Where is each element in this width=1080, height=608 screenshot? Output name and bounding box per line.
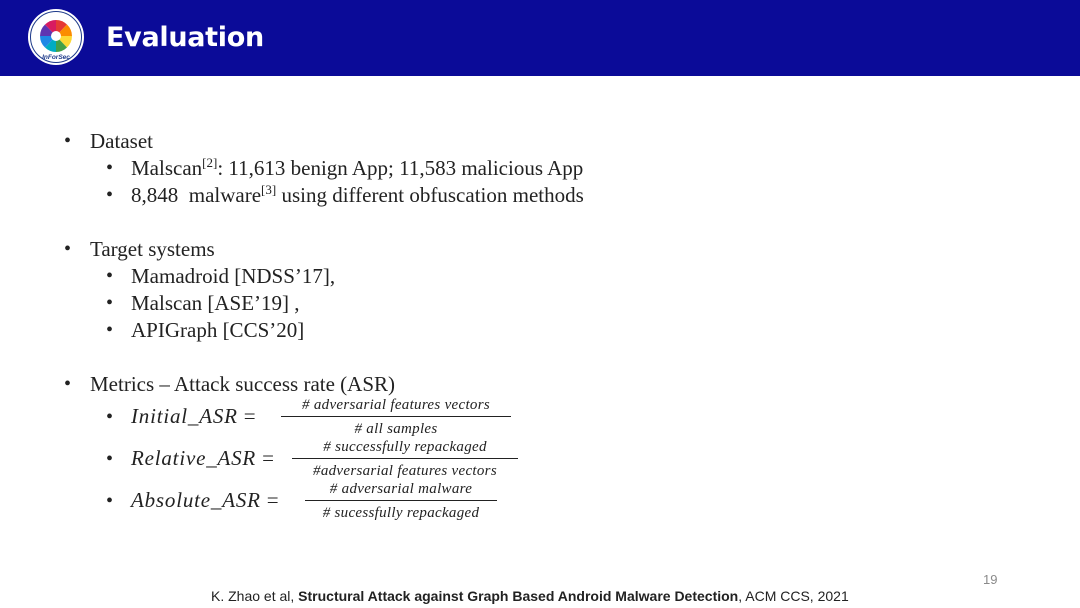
target-item-malscan: Malscan [ASE’19] , — [131, 291, 300, 315]
fraction-denominator: #adversarial features vectors — [313, 463, 497, 480]
svg-text:InForSec: InForSec — [42, 54, 70, 61]
bullet-dot: • — [64, 130, 72, 152]
fraction-bar — [281, 416, 511, 417]
fraction-numerator: # adversarial features vectors — [302, 397, 490, 413]
formula-initial-asr-label: Initial_ASR = — [131, 404, 257, 428]
fraction-denominator: # sucessfully repackaged — [322, 505, 480, 522]
bullet-dot: • — [64, 373, 72, 395]
formula-initial-asr-fraction — [281, 398, 511, 437]
footer-paper-title: Structural Attack against Graph Based Android Malware Detection — [298, 588, 739, 604]
target-item-mamadroid: Mamadroid [NDSS’17], — [131, 264, 336, 288]
fraction-numerator: # successfully repackaged — [323, 439, 487, 455]
formula-absolute-asr-fraction — [305, 482, 497, 521]
target-heading: Target systems — [90, 237, 215, 261]
bullet-dot: • — [106, 157, 114, 179]
dataset-item-malscan: Malscan[2]: 11,613 benign App; 11,583 malicious App — [131, 155, 584, 180]
inforsec-logo-icon — [27, 8, 85, 66]
bullet-dot: • — [64, 238, 72, 260]
fraction-bar — [305, 500, 497, 501]
page-number: 19 — [983, 572, 998, 587]
bullet-dot: • — [106, 319, 114, 341]
slide-title: Evaluation — [106, 22, 264, 53]
metrics-heading: Metrics – Attack success rate (ASR) — [90, 372, 396, 396]
bullet-dot: • — [106, 448, 114, 470]
dataset-item-malware: 8,848 malware[3] using different obfuscation methods — [131, 182, 584, 207]
footer-authors: K. Zhao et al, — [211, 588, 299, 604]
footer-venue: , ACM CCS, 2021 — [738, 588, 849, 604]
bullet-dot: • — [106, 490, 114, 512]
bullet-dot: • — [106, 406, 114, 428]
fraction-numerator: # adversarial malware — [329, 481, 473, 497]
dataset-heading: Dataset — [90, 129, 153, 153]
formula-relative-asr-label: Relative_ASR = — [131, 446, 275, 470]
bullet-dot: • — [106, 292, 114, 314]
bullet-dot: • — [106, 265, 114, 287]
fraction-denominator: # all samples — [354, 421, 438, 438]
target-item-apigraph: APIGraph [CCS’20] — [131, 318, 305, 342]
slide-header — [0, 0, 1080, 76]
formula-absolute-asr-label: Absolute_ASR = — [131, 488, 280, 512]
bullet-dot: • — [106, 184, 114, 206]
fraction-bar — [292, 458, 518, 459]
formula-relative-asr-fraction — [292, 440, 518, 479]
